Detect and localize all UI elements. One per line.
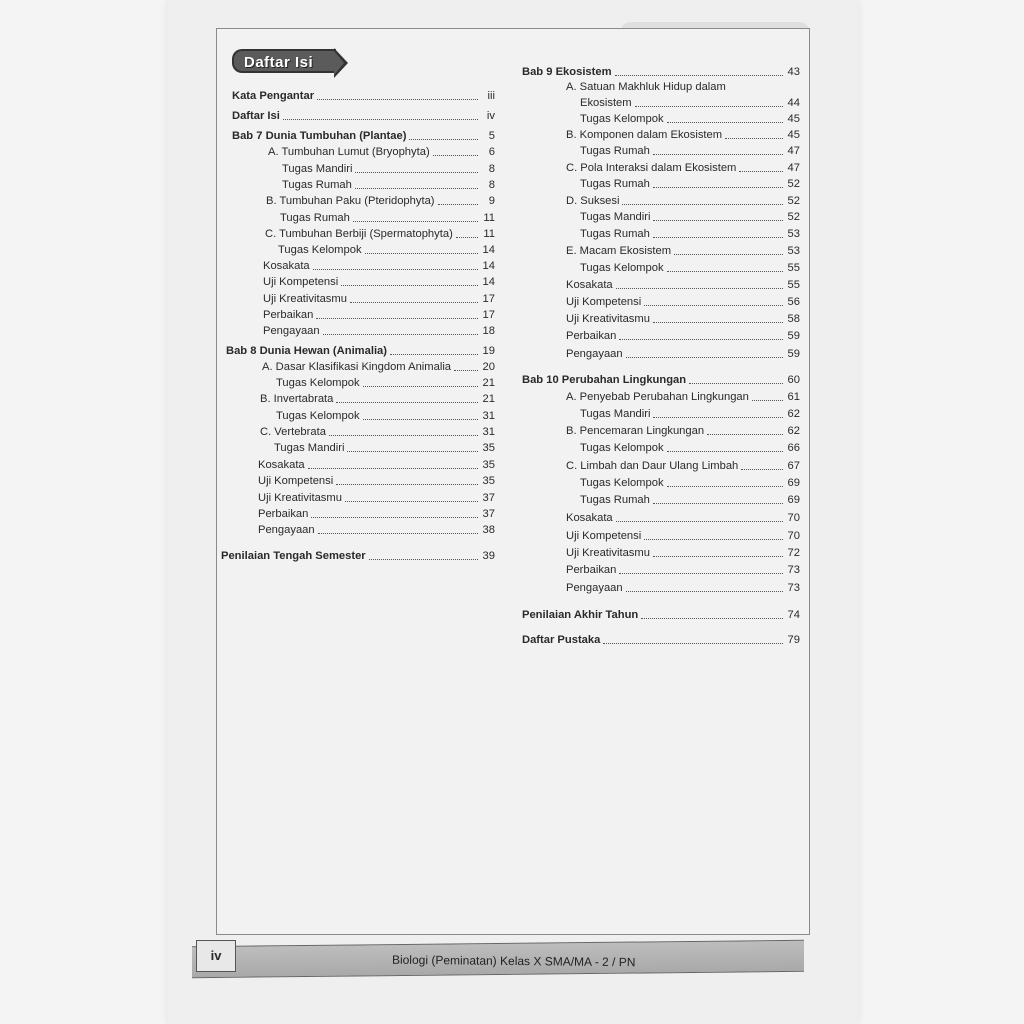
toc-leader-dots (653, 556, 783, 557)
toc-leader-dots (644, 305, 783, 306)
toc-entry-c-tumbuhan-berbiji-spermatophyta (265, 226, 495, 242)
toc-leader-dots (674, 254, 783, 255)
toc-entry-label: A. Tumbuhan Lumut (Bryophyta) (268, 146, 430, 158)
toc-entry-b-pencemaran-lingkungan (566, 423, 800, 439)
toc-entry-label: Penilaian Akhir Tahun (522, 609, 639, 621)
toc-entry-label: Tugas Mandiri (282, 163, 353, 175)
toc-entry-page: 14 (482, 260, 495, 272)
toc-entry-label: Tugas Mandiri (580, 408, 651, 420)
toc-leader-dots (365, 253, 478, 254)
toc-entry-label: Uji Kompetensi (258, 475, 334, 487)
toc-entry-page: 70 (787, 530, 800, 542)
toc-entry-label: B. Komponen dalam Ekosistem (566, 129, 723, 141)
toc-entry-page: 52 (787, 211, 800, 223)
toc-entry-label: D. Suksesi (566, 195, 620, 207)
toc-entry-label: C. Limbah dan Daur Ulang Limbah (566, 460, 739, 472)
toc-entry-page: 31 (482, 426, 495, 438)
toc-entry-label: Tugas Kelompok (276, 377, 360, 389)
toc-entry-page: 72 (787, 547, 800, 559)
toc-entry-page: 69 (787, 494, 800, 506)
toc-entry-penilaian-tengah-semester (221, 548, 495, 564)
toc-entry-c-limbah-dan-daur-ulang-limbah (566, 458, 800, 474)
toc-entry-tugas-rumah (282, 177, 495, 193)
toc-entry-page: 62 (787, 408, 800, 420)
toc-entry-label: Uji Kompetensi (566, 296, 642, 308)
toc-entry-kosakata (566, 510, 800, 526)
toc-entry-daftar-isi (232, 108, 495, 124)
toc-entry-page: 43 (787, 66, 800, 78)
toc-entry-b-tumbuhan-paku-pteridophyta (266, 193, 495, 209)
toc-entry-label: Perbaikan (263, 309, 314, 321)
toc-entry-label: Tugas Kelompok (580, 442, 664, 454)
toc-entry-page: 59 (787, 348, 800, 360)
toc-entry-c-pola-interaksi-dalam-ekosistem (566, 160, 800, 176)
toc-leader-dots (363, 419, 478, 420)
toc-entry-label: Bab 10 Perubahan Lingkungan (522, 374, 687, 386)
toc-entry-page: 59 (787, 330, 800, 342)
toc-entry-tugas-kelompok (580, 440, 800, 456)
toc-entry-uji-kreativitasmu (258, 490, 495, 506)
toc-entry-pengayaan (258, 522, 495, 538)
toc-entry-tugas-kelompok (580, 260, 800, 276)
toc-entry-label: Tugas Rumah (580, 145, 650, 157)
toc-entry-uji-kompetensi (566, 294, 800, 310)
toc-entry-kosakata (258, 457, 495, 473)
toc-entry-e-macam-ekosistem (566, 243, 800, 259)
toc-leader-dots (283, 119, 478, 120)
toc-entry-label: C. Pola Interaksi dalam Ekosistem (566, 162, 737, 174)
toc-entry-page: 37 (482, 508, 495, 520)
toc-entry-page: 47 (787, 162, 800, 174)
toc-entry-label: Uji Kreativitasmu (566, 547, 650, 559)
toc-entry-page: 58 (787, 313, 800, 325)
toc-entry-label: Uji Kompetensi (566, 530, 642, 542)
toc-entry-tugas-kelompok (580, 475, 800, 491)
toc-entry-label: Pengayaan (566, 582, 623, 594)
toc-entry-perbaikan (263, 307, 495, 323)
toc-entry-page: 52 (787, 195, 800, 207)
toc-entry-page: 55 (787, 279, 800, 291)
toc-entry-label: Uji Kompetensi (263, 276, 339, 288)
toc-entry-page: 31 (482, 410, 495, 422)
section-title: Daftar Isi (232, 49, 336, 73)
toc-leader-dots (323, 334, 478, 335)
toc-entry-b-invertabrata (260, 391, 495, 407)
toc-entry-page: 45 (787, 129, 800, 141)
toc-entry-a-dasar-klasifikasi-kingdom-animalia (262, 359, 495, 375)
toc-entry-label: Pengayaan (258, 524, 315, 536)
toc-entry-kata-pengantar (232, 88, 495, 104)
toc-entry-label: Tugas Rumah (280, 212, 350, 224)
toc-entry-bab-8-dunia-hewan-animalia (226, 343, 495, 359)
toc-entry-label: Bab 7 Dunia Tumbuhan (Plantae) (232, 130, 407, 142)
toc-entry-label: B. Tumbuhan Paku (Pteridophyta) (266, 195, 435, 207)
toc-entry-c-vertebrata (260, 424, 495, 440)
toc-leader-dots (667, 122, 783, 123)
toc-leader-dots (355, 172, 478, 173)
toc-entry-label: Tugas Rumah (580, 228, 650, 240)
toc-leader-dots (653, 322, 783, 323)
toc-entry-uji-kreativitasmu (566, 545, 800, 561)
toc-entry-page: 17 (482, 293, 495, 305)
toc-leader-dots (615, 75, 783, 76)
title-arrow-inner (334, 51, 344, 75)
toc-entry-label: Tugas Kelompok (580, 262, 664, 274)
toc-leader-dots (752, 400, 783, 401)
toc-leader-dots (316, 318, 478, 319)
toc-leader-dots (653, 154, 783, 155)
toc-leader-dots (311, 517, 478, 518)
toc-entry-perbaikan (566, 328, 800, 344)
toc-entry-page: 52 (787, 178, 800, 190)
toc-entry-page: 38 (482, 524, 495, 536)
toc-leader-dots (667, 271, 783, 272)
toc-entry-label: B. Pencemaran Lingkungan (566, 425, 705, 437)
toc-entry-page: iii (487, 90, 495, 102)
toc-entry-label: A. Penyebab Perubahan Lingkungan (566, 391, 749, 403)
toc-leader-dots (653, 187, 783, 188)
toc-entry-label: Kata Pengantar (232, 90, 315, 102)
toc-leader-dots (355, 188, 478, 189)
toc-entry-label: Tugas Kelompok (580, 477, 664, 489)
toc-entry-label: Tugas Rumah (580, 178, 650, 190)
toc-entry-label: Tugas Mandiri (580, 211, 651, 223)
toc-leader-dots (363, 386, 478, 387)
toc-entry-page: 21 (482, 377, 495, 389)
toc-entry-label: Daftar Isi (232, 110, 280, 122)
toc-leader-dots (308, 468, 478, 469)
page-number: iv (196, 940, 236, 972)
toc-entry-tugas-mandiri (274, 440, 495, 456)
toc-entry-label: C. Tumbuhan Berbiji (Spermatophyta) (265, 228, 453, 240)
toc-entry-tugas-rumah (280, 210, 495, 226)
toc-entry-page: 53 (787, 245, 800, 257)
toc-entry-label: Ekosistem (580, 97, 632, 109)
toc-entry-label: E. Macam Ekosistem (566, 245, 672, 257)
toc-leader-dots (336, 484, 478, 485)
toc-entry-label: Pengayaan (263, 325, 320, 337)
toc-entry-page: 47 (787, 145, 800, 157)
toc-leader-dots (345, 501, 478, 502)
toc-leader-dots (409, 139, 478, 140)
toc-entry-uji-kompetensi (258, 473, 495, 489)
footer-book-title: Biologi (Peminatan) Kelas X SMA/MA - 2 / PN (391, 952, 636, 970)
toc-leader-dots (318, 533, 478, 534)
toc-entry-tugas-mandiri (580, 209, 800, 225)
toc-leader-dots (641, 618, 783, 619)
toc-leader-dots (347, 451, 478, 452)
toc-entry-page: 14 (482, 276, 495, 288)
toc-entry-page: 73 (787, 564, 800, 576)
toc-entry-label: Kosakata (566, 512, 613, 524)
toc-entry-bab-10-perubahan-lingkungan (522, 372, 800, 388)
toc-leader-dots (635, 106, 783, 107)
toc-entry-page: 19 (482, 345, 495, 357)
toc-leader-dots (390, 354, 478, 355)
toc-entry-page: 61 (787, 391, 800, 403)
toc-entry-pengayaan (566, 580, 800, 596)
toc-leader-dots (626, 591, 783, 592)
toc-leader-dots (353, 221, 478, 222)
toc-entry-page: 66 (787, 442, 800, 454)
toc-entry-page: 55 (787, 262, 800, 274)
toc-entry-tugas-rumah (580, 226, 800, 242)
toc-entry-page: 20 (482, 361, 495, 373)
toc-entry-label: Bab 9 Ekosistem (522, 66, 612, 78)
toc-entry-page: 11 (483, 212, 495, 224)
toc-entry-perbaikan (566, 562, 800, 578)
toc-entry-pengayaan (566, 346, 800, 362)
toc-entry-ekosistem (580, 95, 800, 111)
toc-entry-page: 79 (787, 634, 800, 646)
toc-leader-dots (689, 383, 783, 384)
toc-entry-tugas-kelompok (276, 375, 495, 391)
toc-entry-tugas-kelompok (580, 111, 800, 127)
toc-entry-page: 74 (787, 609, 800, 621)
toc-leader-dots (438, 204, 478, 205)
toc-entry-label: Bab 8 Dunia Hewan (Animalia) (226, 345, 388, 357)
toc-entry-page: 73 (787, 582, 800, 594)
toc-leader-dots (619, 339, 783, 340)
toc-entry-d-suksesi (566, 193, 800, 209)
toc-entry-page: 8 (488, 179, 495, 191)
toc-entry-page: 62 (787, 425, 800, 437)
toc-entry-page: 11 (483, 228, 495, 240)
toc-entry-kosakata (263, 258, 495, 274)
toc-leader-dots (653, 503, 783, 504)
toc-entry-tugas-mandiri (282, 161, 495, 177)
toc-entry-label: Tugas Mandiri (274, 442, 345, 454)
toc-entry-page: 44 (787, 97, 800, 109)
toc-entry-label: Uji Kreativitasmu (263, 293, 347, 305)
toc-leader-dots (619, 573, 783, 574)
toc-leader-dots (454, 370, 478, 371)
toc-entry-tugas-kelompok (276, 408, 495, 424)
toc-entry-b-komponen-dalam-ekosistem (566, 127, 800, 143)
toc-entry-pengayaan (263, 323, 495, 339)
toc-entry-page: 67 (787, 460, 800, 472)
toc-leader-dots (616, 288, 783, 289)
toc-entry-a-penyebab-perubahan-lingkungan (566, 389, 800, 405)
toc-leader-dots (603, 643, 783, 644)
toc-leader-dots (626, 357, 783, 358)
toc-entry-penilaian-akhir-tahun (522, 607, 800, 623)
toc-leader-dots (369, 559, 478, 560)
toc-entry-tugas-kelompok (278, 242, 495, 258)
toc-entry-label: B. Invertabrata (260, 393, 334, 405)
toc-leader-dots (667, 486, 783, 487)
toc-leader-dots (341, 285, 478, 286)
toc-entry-tugas-mandiri (580, 406, 800, 422)
toc-entry-label: Tugas Kelompok (278, 244, 362, 256)
toc-entry-page: 8 (488, 163, 495, 175)
toc-entry-label: Kosakata (258, 459, 305, 471)
toc-entry-tugas-rumah (580, 143, 800, 159)
toc-leader-dots (329, 435, 478, 436)
toc-leader-dots (707, 434, 783, 435)
toc-entry-kosakata (566, 277, 800, 293)
toc-entry-page: 70 (787, 512, 800, 524)
toc-leader-dots (653, 417, 783, 418)
toc-entry-page: 69 (787, 477, 800, 489)
toc-entry-page: 18 (482, 325, 495, 337)
toc-entry-perbaikan (258, 506, 495, 522)
toc-entry-label: Uji Kreativitasmu (258, 492, 342, 504)
toc-entry-tugas-rumah (580, 492, 800, 508)
toc-entry-page: 39 (482, 550, 495, 562)
toc-entry-label: Penilaian Tengah Semester (221, 550, 366, 562)
toc-entry-label: Perbaikan (566, 330, 617, 342)
toc-leader-dots (739, 171, 783, 172)
toc-entry-bab-9-ekosistem (522, 64, 800, 80)
toc-entry-label: Uji Kreativitasmu (566, 313, 650, 325)
toc-leader-dots (350, 302, 478, 303)
toc-entry-uji-kreativitasmu (566, 311, 800, 327)
toc-entry-daftar-pustaka (522, 632, 800, 648)
toc-entry-page: 5 (488, 130, 495, 142)
toc-entry-label: Tugas Rumah (580, 494, 650, 506)
toc-entry-label: Perbaikan (566, 564, 617, 576)
toc-entry-page: 45 (787, 113, 800, 125)
toc-leader-dots (644, 539, 783, 540)
toc-entry-page: 53 (787, 228, 800, 240)
toc-entry-tugas-rumah (580, 176, 800, 192)
toc-entry-a-tumbuhan-lumut-bryophyta (268, 144, 495, 160)
toc-entry-label: Pengayaan (566, 348, 623, 360)
toc-leader-dots (667, 451, 783, 452)
toc-entry-uji-kompetensi (566, 528, 800, 544)
toc-leader-dots (433, 155, 478, 156)
toc-entry-label: Perbaikan (258, 508, 309, 520)
toc-leader-dots (725, 138, 783, 139)
toc-entry-page: 6 (488, 146, 495, 158)
toc-entry-label: Kosakata (566, 279, 613, 291)
toc-leader-dots (456, 237, 478, 238)
toc-entry-label: Tugas Kelompok (276, 410, 360, 422)
toc-entry-uji-kreativitasmu (263, 291, 495, 307)
toc-entry-page: 17 (482, 309, 495, 321)
toc-entry-label: Tugas Kelompok (580, 113, 664, 125)
toc-entry-page: 56 (787, 296, 800, 308)
toc-entry-label: A. Satuan Makhluk Hidup dalam (566, 81, 726, 93)
toc-entry-label: Tugas Rumah (282, 179, 352, 191)
toc-leader-dots (336, 402, 478, 403)
toc-entry-a-satuan-makhluk-hidup-dalam (566, 79, 800, 95)
toc-entry-page: 35 (482, 475, 495, 487)
toc-entry-page: iv (486, 110, 495, 122)
toc-leader-dots (317, 99, 478, 100)
toc-entry-label: A. Dasar Klasifikasi Kingdom Animalia (262, 361, 452, 373)
toc-leader-dots (622, 204, 783, 205)
toc-entry-page: 35 (482, 442, 495, 454)
toc-entry-bab-7-dunia-tumbuhan-plantae (232, 128, 495, 144)
toc-leader-dots (313, 269, 478, 270)
toc-leader-dots (653, 220, 783, 221)
toc-leader-dots (616, 521, 783, 522)
toc-entry-page: 37 (482, 492, 495, 504)
toc-entry-label: Kosakata (263, 260, 310, 272)
toc-leader-dots (741, 469, 783, 470)
toc-entry-page: 14 (482, 244, 495, 256)
toc-entry-page: 60 (787, 374, 800, 386)
toc-entry-uji-kompetensi (263, 274, 495, 290)
toc-leader-dots (653, 237, 783, 238)
toc-entry-page: 21 (482, 393, 495, 405)
toc-entry-label: C. Vertebrata (260, 426, 326, 438)
toc-entry-page: 35 (482, 459, 495, 471)
toc-entry-label: Daftar Pustaka (522, 634, 601, 646)
toc-entry-page: 9 (488, 195, 495, 207)
